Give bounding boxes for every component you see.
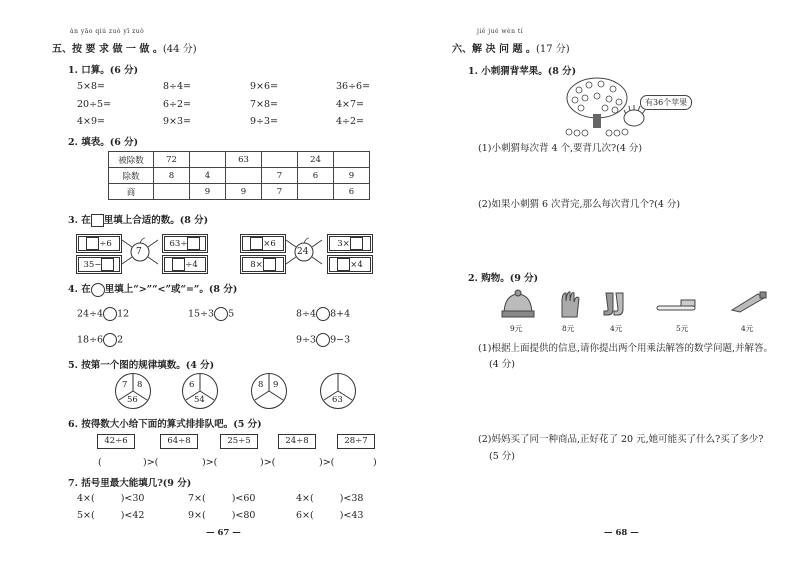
answer-box[interactable] [172,258,185,271]
answer-circle[interactable] [103,333,117,347]
q4-item [296,307,350,321]
arrow-line [286,240,296,247]
q7-prefix: 5×( [77,510,95,521]
q7-prefix: 4×( [77,493,95,504]
socks-icon [602,291,628,319]
answer-box[interactable] [86,237,99,250]
q3-expr: 35− [83,260,102,270]
table-cell[interactable]: 72 [154,152,190,168]
q3-right-top-a [240,234,286,253]
q1-item: 9×6= [250,81,279,92]
r-q1-sub1: (1)小刺猬每次背 4 个,要背几次?(4 分) [478,143,643,154]
table-cell[interactable] [154,184,190,200]
q3-expr: ÷6 [99,239,112,249]
q1-item: 6÷2= [163,99,192,110]
q4-left: 18÷6 [77,334,104,346]
table-cell[interactable]: 63 [226,152,262,168]
speech-bubble: 有36个苹果 [640,95,692,110]
q4-left: 8÷4 [296,308,317,320]
q3-left-top-b [162,234,208,253]
hat-icon [500,289,536,319]
pie-circle [182,373,218,409]
q7-prefix: 9×( [188,510,206,521]
apple-stem [304,238,309,243]
q4-right: 2 [117,334,124,346]
q7-suffix: )<30 [120,493,145,504]
hedgehog-body [624,110,644,126]
pie-value: 8 [258,380,264,390]
arrow-line [312,240,322,247]
arrow-line [148,257,158,264]
q1-item: 9×3= [163,116,192,127]
table-row [109,152,370,168]
q3-right-top-b [327,234,373,253]
q3-title-prefix: 3. 在 [68,215,91,226]
q7-suffix: )<38 [339,493,364,504]
q1-item: 8÷4= [163,81,192,92]
q6-title: 6. 按得数大小给下面的算式排排队吧。(5 分) [68,419,262,430]
page-number-left: — 67 — [206,528,241,538]
q7-suffix: )<43 [339,510,364,521]
q6-order-sep[interactable]: )>( [260,457,276,468]
q7-item [296,493,363,504]
tree-trunk [593,114,601,128]
section5-title-text: 五、按 要 求 做 一 做 。 [52,44,163,55]
table-cell[interactable] [262,152,298,168]
table-cell[interactable]: 9 [226,184,262,200]
section6-title-text: 六、解 决 问 题 。 [452,44,536,55]
q1-item: 7×8= [250,99,279,110]
q1-item: 4×9= [77,116,106,127]
pie-circle [115,373,151,409]
apple-stem [140,238,145,243]
q4-title [68,281,237,297]
q3-right-bot-b [327,255,373,274]
arrow-line [312,257,322,264]
r-q2-sub2: (2)妈妈买了同一种商品,正好花了 20 元,她可能买了什么?买了多少? [478,434,764,445]
toothpaste-icon [728,290,768,314]
q7-item [188,493,255,504]
q3-title-suffix: 里填上合适的数。(8 分) [103,215,209,226]
page-number-right: — 68 — [604,528,639,538]
box-icon [91,214,104,227]
q3-expr: ×4 [350,260,363,270]
pie-value: 9 [273,380,279,390]
q4-item [188,307,234,321]
price-label: 9元 [510,324,523,333]
table-cell[interactable]: 9 [190,184,226,200]
price-label: 4元 [741,324,754,333]
q1-title: 1. 口算。(6 分) [68,65,139,76]
q7-prefix: 6×( [296,510,314,521]
pie-value: 54 [194,395,205,405]
q1-item: 20÷5= [77,99,112,110]
table-row [109,168,370,184]
q7-item [77,493,144,504]
section6-points: (17 分) [535,44,570,55]
answer-circle[interactable] [316,333,330,347]
q6-order-sep[interactable]: )>( [319,457,335,468]
q4-right: 12 [117,308,130,320]
section5-title [52,40,197,55]
r-q2-sub1-points: (4 分) [489,359,515,370]
answer-circle[interactable] [103,307,117,321]
table-cell[interactable] [334,152,370,168]
answer-circle[interactable] [316,307,330,321]
q2-table [108,151,370,200]
q4-right: 8+4 [330,308,351,320]
table-cell[interactable]: 9 [334,168,370,184]
q4-item [296,333,350,347]
q1-item: 9÷3= [250,116,279,127]
q6-order-sep[interactable]: )>( [143,457,159,468]
q7-item [77,510,144,521]
section5-pinyin: àn yāo qiú zuò yī zuò [70,28,145,35]
q6-expr: 64÷8 [160,434,198,449]
r-q2-sub2-points: (5 分) [489,451,515,462]
q6-order-open[interactable]: ( [98,457,102,468]
q7-prefix: 7×( [188,493,206,504]
table-cell[interactable]: 4 [190,168,226,184]
section6-pinyin: jiě jué wèn tí [477,28,524,35]
q4-item [77,333,123,347]
q1-item: 5×8= [77,81,106,92]
q7-suffix: )<60 [231,493,256,504]
q4-left: 24÷4 [77,308,104,320]
toothbrush-icon [655,297,699,317]
arrow-line [122,240,132,247]
table-cell[interactable]: 24 [298,152,334,168]
q6-expr: 28÷7 [337,434,375,449]
q3-left-bot-b [162,255,208,274]
price-label: 5元 [676,324,689,333]
answer-box[interactable] [337,258,350,271]
q3-expr: 3× [337,239,350,249]
arrow-line [286,257,296,264]
pie-value: 56 [127,395,138,405]
pie-value: 8 [137,380,143,390]
table-cell[interactable]: 6 [334,184,370,200]
q1-item: 4÷2= [336,116,365,127]
q6-order-close[interactable]: ) [373,457,377,468]
q6-order-sep[interactable]: )>( [202,457,218,468]
arrow-line [122,257,132,264]
table-cell[interactable]: 8 [154,168,190,184]
price-label: 8元 [562,324,575,333]
q4-left: 15÷3 [188,308,215,320]
pie-circle [320,373,356,409]
q3-right-center: 24 [297,247,309,257]
table-cell[interactable]: 7 [262,184,298,200]
q4-right: 9−3 [330,334,351,346]
ground-apples [566,129,628,136]
row-label: 被除数 [109,152,154,168]
table-cell[interactable]: 7 [262,168,298,184]
q1-item: 4×7= [336,99,365,110]
q3-expr: 8× [250,260,263,270]
q4-left: 9÷3 [296,334,317,346]
r-q2-title: 2. 购物。(9 分) [468,273,539,284]
table-row [109,184,370,200]
price-label: 4元 [610,324,623,333]
q4-title-prefix: 4. 在 [68,284,91,295]
q7-suffix: )<80 [231,510,256,521]
q6-expr: 24÷8 [278,434,316,449]
pie-value: 7 [122,380,128,390]
table-cell[interactable]: 6 [298,168,334,184]
answer-box[interactable] [263,258,276,271]
q4-title-suffix: 里填上“>”“<”或“=”。(8 分) [104,284,238,295]
answer-circle[interactable] [214,307,228,321]
q2-title: 2. 填表。(6 分) [68,137,139,148]
answer-box[interactable] [350,237,363,250]
pie-value: 6 [189,380,195,390]
q3-expr: ÷4 [185,260,198,270]
q3-left-center: 7 [136,247,142,257]
q1-item: 36÷6= [336,81,371,92]
q6-expr: 42÷6 [97,434,135,449]
r-q1-title: 1. 小刺猬背苹果。(8 分) [468,66,577,77]
section6-title [452,40,570,55]
r-q1-sub2: (2)如果小刺猬 6 次背完,那么每次背几个?(4 分) [478,199,681,210]
table-cell[interactable] [190,152,226,168]
pie-value: 63 [332,395,343,405]
pie-circle [251,373,287,409]
q3-expr: 63÷ [169,239,188,249]
q3-right-bot-a [240,255,286,274]
answer-box[interactable] [250,237,263,250]
q4-item [77,307,129,321]
row-label: 商 [109,184,154,200]
table-cell[interactable] [226,168,262,184]
answer-box[interactable] [101,258,114,271]
q4-right: 5 [228,308,235,320]
q3-expr: ×6 [263,239,276,249]
row-label: 除数 [109,168,154,184]
glove-icon [557,289,583,319]
q7-prefix: 4×( [296,493,314,504]
section5-points: (44 分) [162,44,197,55]
q3-left-top-a [76,234,122,253]
table-cell[interactable] [298,184,334,200]
q3-title [68,212,208,227]
q7-title: 7. 括号里最大能填几?(9 分) [68,478,192,489]
q7-suffix: )<42 [120,510,145,521]
q7-item [188,510,255,521]
r-q2-sub1: (1)根据上面提供的信息,请你提出两个用乘法解答的数学问题,并解答。 [478,343,773,354]
answer-box[interactable] [187,237,200,250]
circle-icon [91,283,105,297]
q3-left-bot-a [76,255,122,274]
q7-item [296,510,363,521]
arrow-line [148,240,158,247]
q5-title: 5. 按第一个图的规律填数。(4 分) [68,360,215,371]
q6-expr: 25÷5 [220,434,258,449]
